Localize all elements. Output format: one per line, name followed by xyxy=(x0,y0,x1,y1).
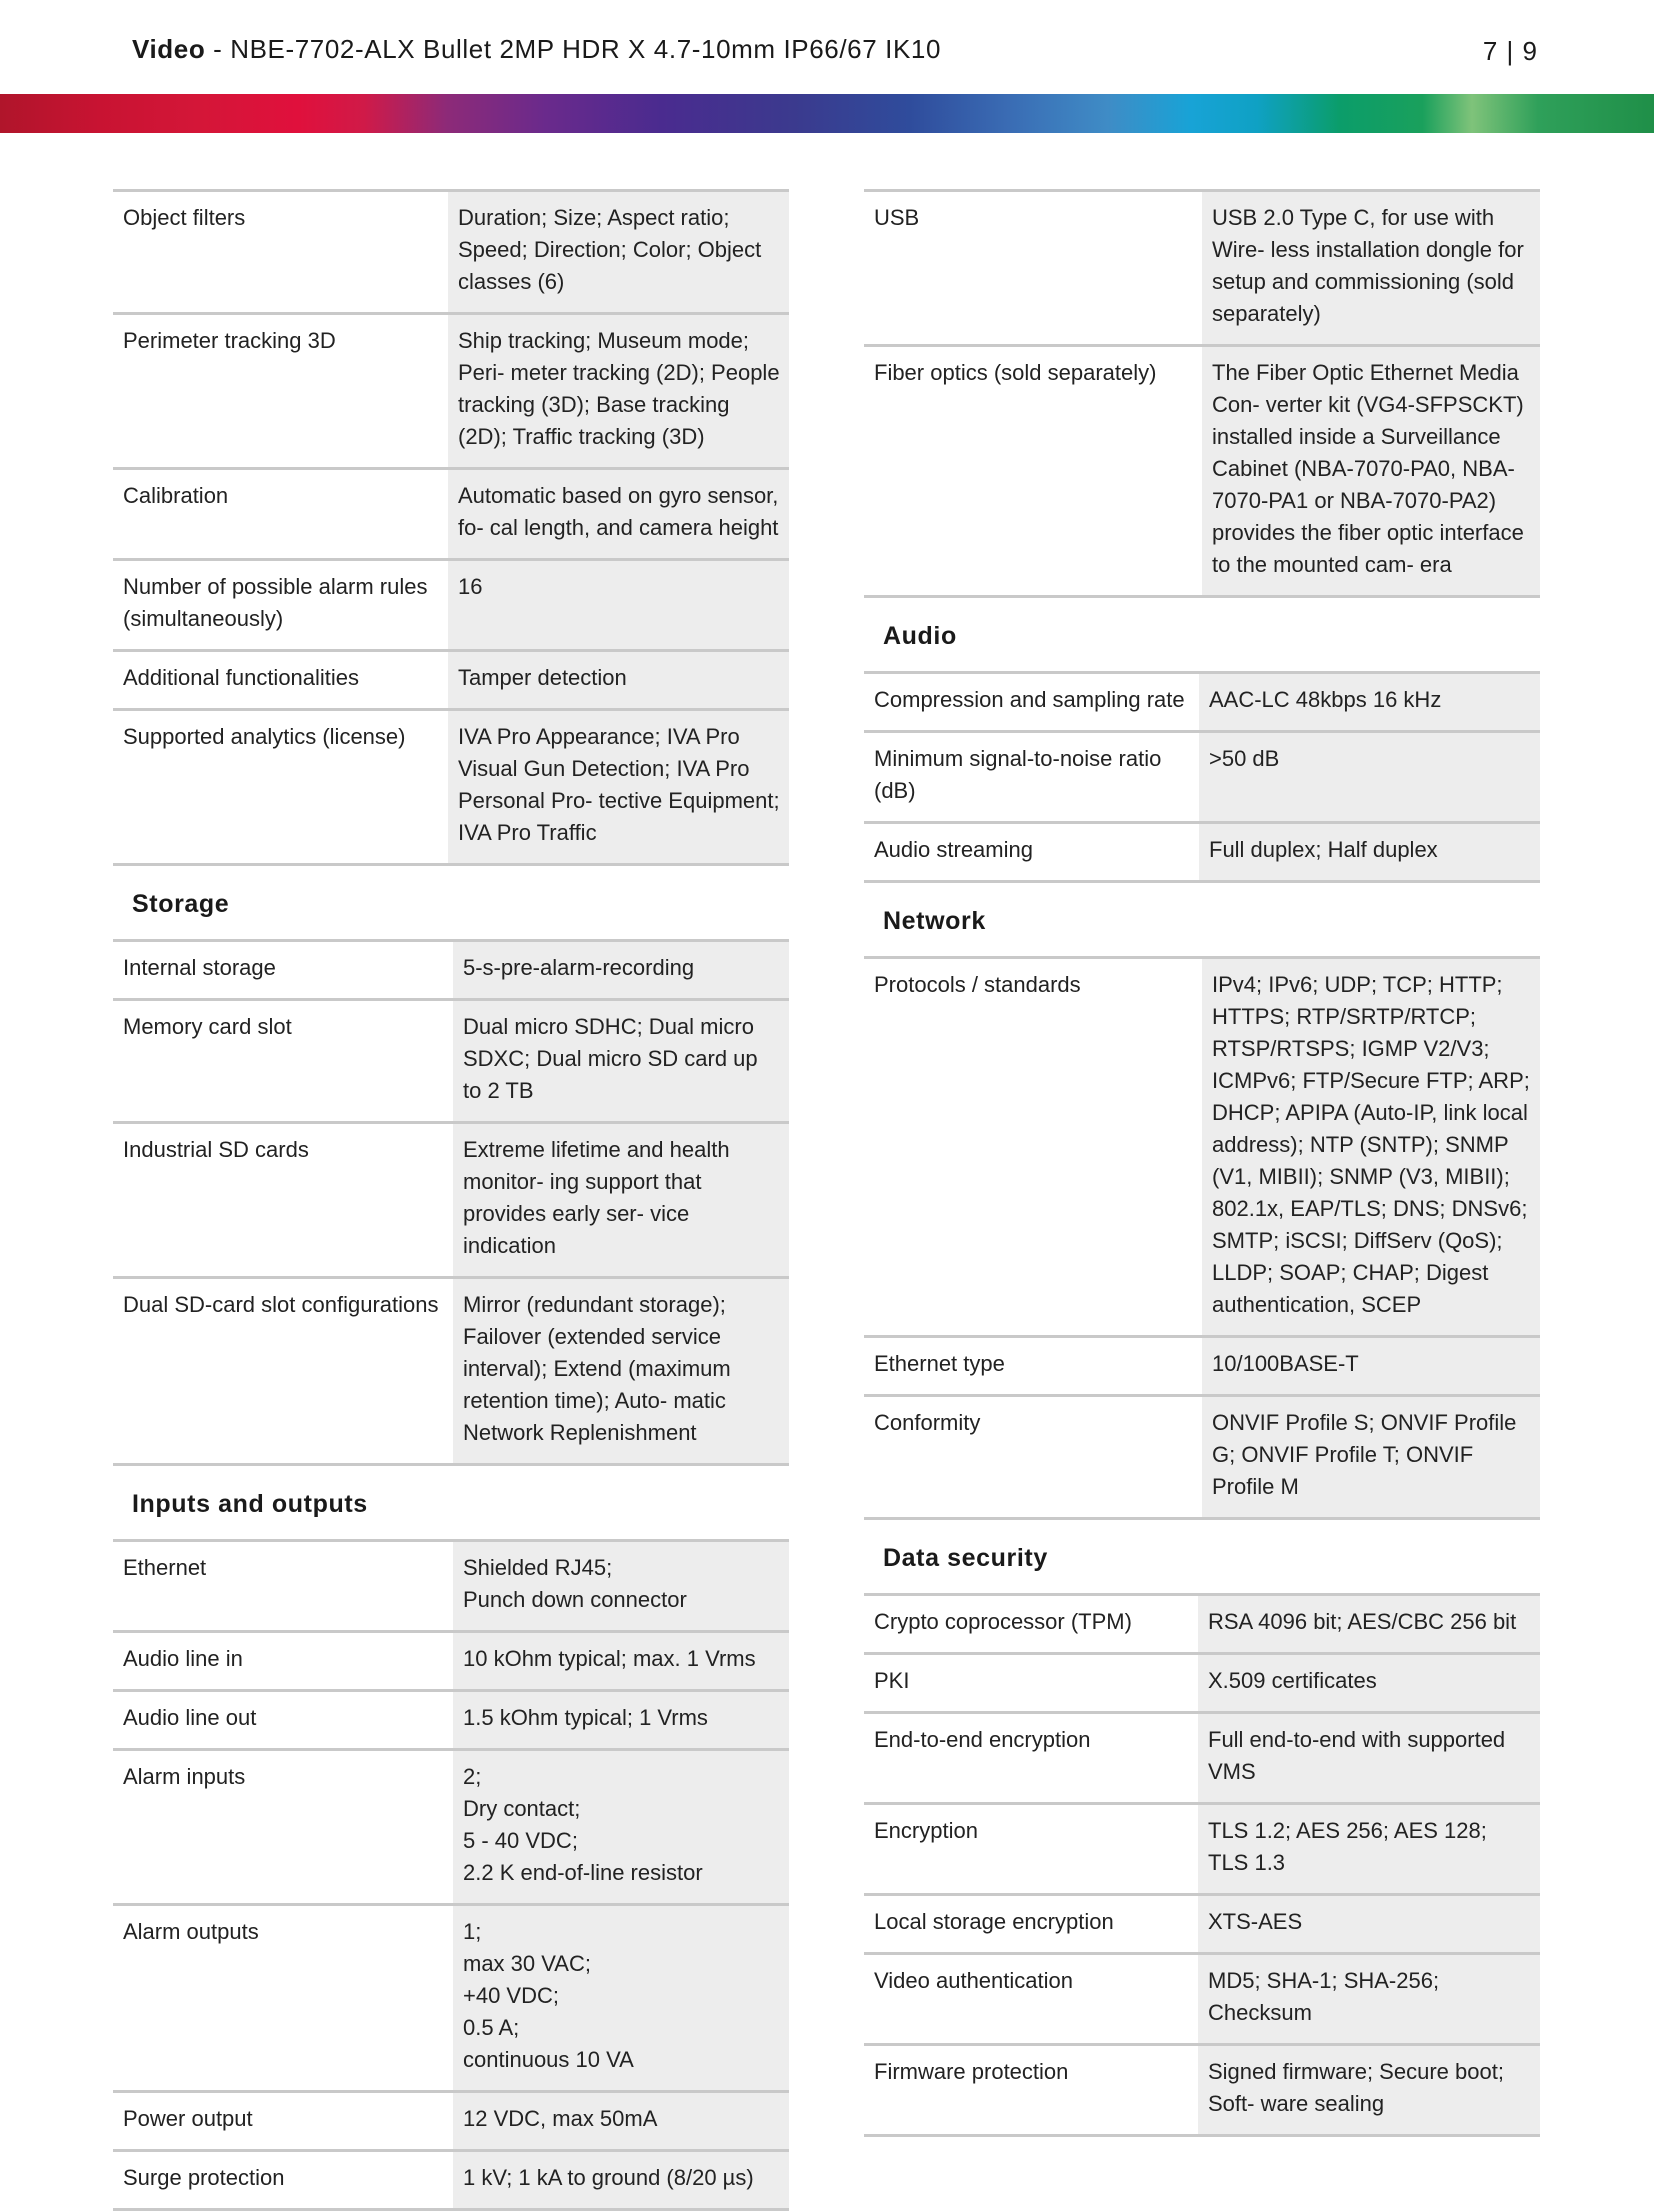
spec-value: X.509 certificates xyxy=(1198,1654,1540,1713)
spec-value: Ship tracking; Museum mode; Peri- meter tracking (2D); People tracking (3D); Base tracking (2D); Traffic tracking (3D) xyxy=(448,314,789,469)
spec-value: AAC-LC 48kbps 16 kHz xyxy=(1199,673,1540,732)
spec-row xyxy=(864,673,1540,732)
spec-label: Audio line in xyxy=(113,1632,453,1691)
spec-value: Dual micro SDHC; Dual micro SDXC; Dual micro SD card up to 2 TB xyxy=(453,1000,789,1123)
spec-row xyxy=(864,732,1540,823)
spec-value: 12 VDC, max 50mA xyxy=(453,2092,789,2151)
spec-label: Fiber optics (sold separately) xyxy=(864,346,1202,597)
spec-value: Full end-to-end with supported VMS xyxy=(1198,1713,1540,1804)
spec-label: Supported analytics (license) xyxy=(113,710,448,865)
section-heading-network: Network xyxy=(883,907,986,935)
page-number: 7 | 9 xyxy=(1482,36,1538,66)
spec-table-network xyxy=(864,956,1540,1520)
spec-row xyxy=(864,1654,1540,1713)
spec-row xyxy=(113,710,789,865)
spec-label: Memory card slot xyxy=(113,1000,453,1123)
document-category: Video xyxy=(132,34,206,64)
section-heading-inputs-outputs: Inputs and outputs xyxy=(132,1490,368,1518)
spec-label: Dual SD-card slot configurations xyxy=(113,1278,453,1465)
spec-value: The Fiber Optic Ethernet Media Con- verter kit (VG4-SFPSCKT) installed inside a Surveillance Cabinet (NBA-7070-PA0, NBA-7070-PA1 or NBA-7070-PA2) provides the fiber optic interface to the mounted cam- era xyxy=(1202,346,1540,597)
spec-row xyxy=(864,1337,1540,1396)
spec-label: End-to-end encryption xyxy=(864,1713,1198,1804)
spec-value: MD5; SHA-1; SHA-256; Checksum xyxy=(1198,1954,1540,2045)
spec-table-inputs-outputs xyxy=(113,1539,789,2211)
spec-value: 10 kOhm typical; max. 1 Vrms xyxy=(453,1632,789,1691)
spec-table-storage xyxy=(113,939,789,1466)
spec-value: USB 2.0 Type C, for use with Wire- less installation dongle for setup and commissioning (sold separately) xyxy=(1202,191,1540,346)
spec-row xyxy=(113,560,789,651)
spec-value: 10/100BASE-T xyxy=(1202,1337,1540,1396)
spec-row xyxy=(113,191,789,314)
spec-value: Mirror (redundant storage); Failover (extended service interval); Extend (maximum retention time); Auto- matic Network Replenishment xyxy=(453,1278,789,1465)
spec-value: Extreme lifetime and health monitor- ing support that provides early ser- vice indication xyxy=(453,1123,789,1278)
spec-value: RSA 4096 bit; AES/CBC 256 bit xyxy=(1198,1595,1540,1654)
spec-row xyxy=(113,2092,789,2151)
spec-row xyxy=(113,1123,789,1278)
spec-value: TLS 1.2; AES 256; AES 128; TLS 1.3 xyxy=(1198,1804,1540,1895)
spec-label: Local storage encryption xyxy=(864,1895,1198,1954)
spec-label: Firmware protection xyxy=(864,2045,1198,2136)
spec-label: Audio line out xyxy=(113,1691,453,1750)
product-name: NBE-7702-ALX Bullet 2MP HDR X 4.7-10mm IP66/67 IK10 xyxy=(230,34,942,64)
spec-row xyxy=(113,1541,789,1632)
spec-value: Duration; Size; Aspect ratio; Speed; Direction; Color; Object classes (6) xyxy=(448,191,789,314)
spec-row xyxy=(113,1000,789,1123)
spec-label: Ethernet xyxy=(113,1541,453,1632)
spec-table-audio xyxy=(864,671,1540,883)
spec-label: PKI xyxy=(864,1654,1198,1713)
spec-value: 16 xyxy=(448,560,789,651)
spec-label: Additional functionalities xyxy=(113,651,448,710)
spec-row xyxy=(113,469,789,560)
spec-label: Calibration xyxy=(113,469,448,560)
spec-label: Video authentication xyxy=(864,1954,1198,2045)
spec-row xyxy=(864,1713,1540,1804)
spec-row xyxy=(113,314,789,469)
spec-value: 5-s-pre-alarm-recording xyxy=(453,941,789,1000)
spec-label: USB xyxy=(864,191,1202,346)
spec-row xyxy=(864,346,1540,597)
spec-label: Crypto coprocessor (TPM) xyxy=(864,1595,1198,1654)
spec-table-data-security xyxy=(864,1593,1540,2137)
spec-label: Power output xyxy=(113,2092,453,2151)
spec-label: Minimum signal-to-noise ratio (dB) xyxy=(864,732,1199,823)
spec-row xyxy=(113,1278,789,1465)
spec-label: Encryption xyxy=(864,1804,1198,1895)
spec-value: ONVIF Profile S; ONVIF Profile G; ONVIF Profile T; ONVIF Profile M xyxy=(1202,1396,1540,1519)
spec-value: 1 kV; 1 kA to ground (8/20 µs) xyxy=(453,2151,789,2210)
spec-label: Audio streaming xyxy=(864,823,1199,882)
spec-label: Compression and sampling rate xyxy=(864,673,1199,732)
spec-value: Tamper detection xyxy=(448,651,789,710)
spec-row xyxy=(113,941,789,1000)
spec-label: Number of possible alarm rules (simultaneously) xyxy=(113,560,448,651)
document-title xyxy=(132,34,941,65)
spec-row xyxy=(113,1905,789,2092)
page-header xyxy=(0,0,1654,95)
spec-label: Ethernet type xyxy=(864,1337,1202,1396)
spec-row xyxy=(864,958,1540,1337)
spec-row xyxy=(864,1895,1540,1954)
spec-row xyxy=(864,1954,1540,2045)
spec-value: Shielded RJ45; Punch down connector xyxy=(453,1541,789,1632)
left-column xyxy=(113,189,789,2211)
spec-value: 2; Dry contact; 5 - 40 VDC; 2.2 K end-of-line resistor xyxy=(453,1750,789,1905)
spec-value: IPv4; IPv6; UDP; TCP; HTTP; HTTPS; RTP/SRTP/RTCP; RTSP/RTSPS; IGMP V2/V3; ICMPv6; FTP/Secure FTP; ARP; DHCP; APIPA (Auto-IP, link local address); NTP (SNTP); SNMP (V1, MIBII); SNMP (V3, MIBII); 802.1x, EAP/TLS; DNS; DNSv6; SMTP; iSCSI; DiffServ (QoS); LLDP; SOAP; CHAP; Digest authentication, SCEP xyxy=(1202,958,1540,1337)
brand-color-band xyxy=(0,94,1654,133)
spec-value: Automatic based on gyro sensor, fo- cal length, and camera height xyxy=(448,469,789,560)
spec-row xyxy=(864,1804,1540,1895)
spec-row xyxy=(864,1595,1540,1654)
section-heading-audio: Audio xyxy=(883,622,957,650)
section-heading-storage: Storage xyxy=(132,890,230,918)
spec-row xyxy=(113,651,789,710)
title-separator: - xyxy=(205,34,231,64)
spec-value: Full duplex; Half duplex xyxy=(1199,823,1540,882)
right-column xyxy=(864,189,1540,2137)
spec-row xyxy=(864,2045,1540,2136)
spec-row xyxy=(864,1396,1540,1519)
spec-label: Industrial SD cards xyxy=(113,1123,453,1278)
spec-value: 1.5 kOhm typical; 1 Vrms xyxy=(453,1691,789,1750)
spec-value: IVA Pro Appearance; IVA Pro Visual Gun Detection; IVA Pro Personal Pro- tective Equipment; IVA Pro Traffic xyxy=(448,710,789,865)
spec-label: Perimeter tracking 3D xyxy=(113,314,448,469)
spec-value: 1; max 30 VAC; +40 VDC; 0.5 A; continuous 10 VA xyxy=(453,1905,789,2092)
spec-label: Alarm inputs xyxy=(113,1750,453,1905)
spec-label: Object filters xyxy=(113,191,448,314)
spec-value: Signed firmware; Secure boot; Soft- ware sealing xyxy=(1198,2045,1540,2136)
spec-value: >50 dB xyxy=(1199,732,1540,823)
spec-row xyxy=(864,823,1540,882)
spec-label: Surge protection xyxy=(113,2151,453,2210)
spec-row xyxy=(113,1632,789,1691)
spec-label: Conformity xyxy=(864,1396,1202,1519)
spec-row xyxy=(113,2151,789,2210)
section-heading-data-security: Data security xyxy=(883,1544,1048,1572)
spec-row xyxy=(113,1691,789,1750)
spec-table-right-intro xyxy=(864,189,1540,598)
spec-label: Protocols / standards xyxy=(864,958,1202,1337)
spec-label: Alarm outputs xyxy=(113,1905,453,2092)
spec-row xyxy=(864,191,1540,346)
spec-value: XTS-AES xyxy=(1198,1895,1540,1954)
spec-row xyxy=(113,1750,789,1905)
spec-table-left-intro xyxy=(113,189,789,866)
spec-label: Internal storage xyxy=(113,941,453,1000)
